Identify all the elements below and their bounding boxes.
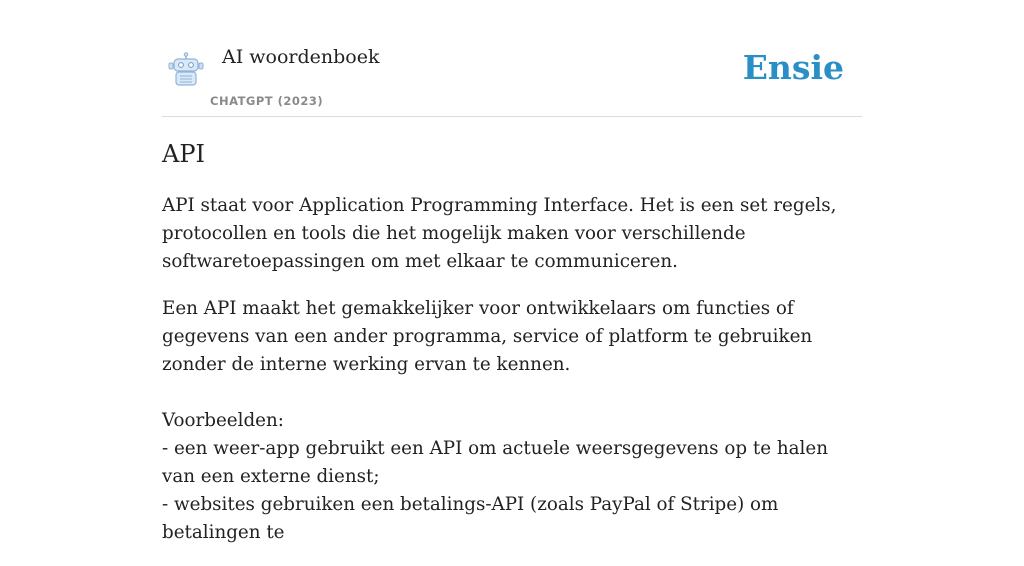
definition-paragraph-1: API staat voor Application Programming Interface. Het is een set regels, protocollen en tools die het mogelijk maken voor verschillende softwaretoepassingen om met elkaar te communiceren. — [162, 195, 837, 272]
definition-paragraph-2: Een API maakt het gemakkelijker voor ontwikkelaars om functies of gegevens van een ander programma, service of platform te gebruiken zonder de interne werking ervan te kennen. Voorbeelden: - een weer-app gebruikt een API om actuele weersgegevens op te halen van een externe dienst; - websites gebruiken een betalings-API (zoals PayPal of Stripe) om betalingen te — [162, 298, 828, 543]
dictionary-title-link[interactable]: AI woordenboek — [222, 46, 380, 68]
entry-definition — [162, 192, 862, 566]
dictionary-header — [162, 40, 862, 117]
robot-icon — [166, 52, 206, 88]
dictionary-source-label: CHATGPT (2023) — [210, 94, 324, 108]
ensie-logo-link[interactable]: Ensie — [742, 48, 844, 87]
entry-term-heading: API — [162, 140, 205, 168]
